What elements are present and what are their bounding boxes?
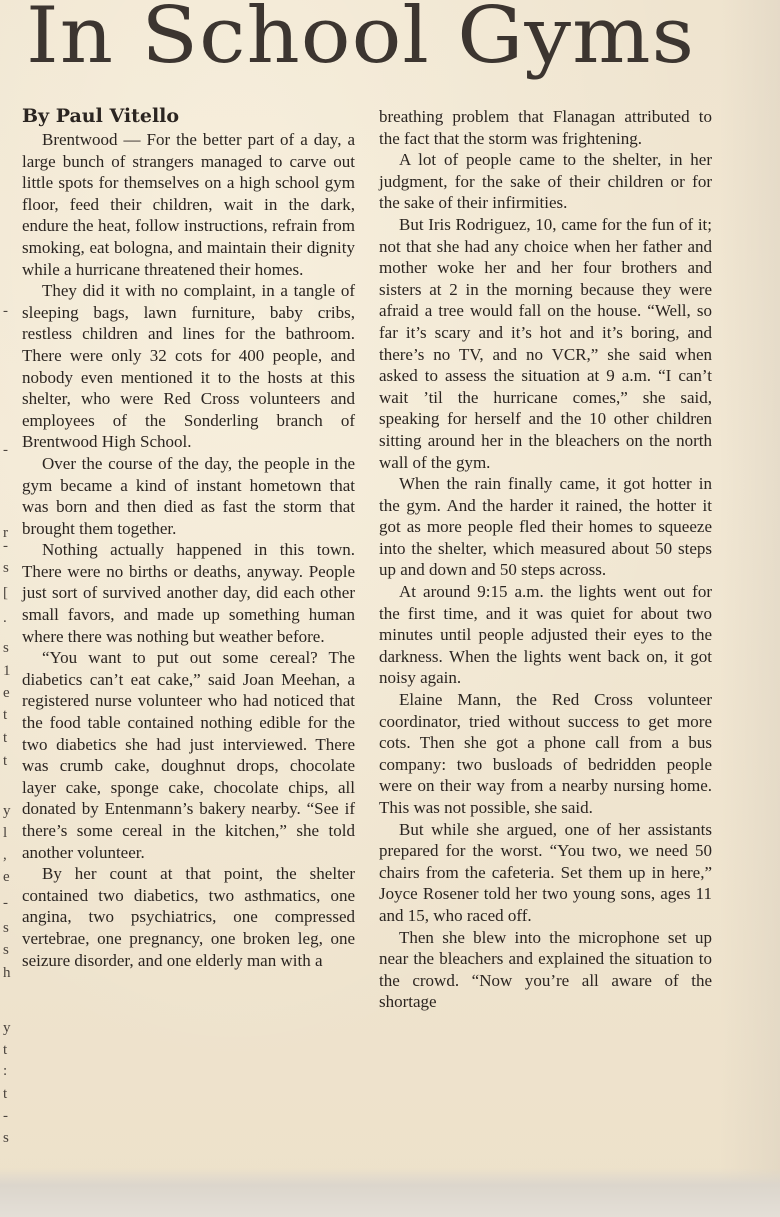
headline: In School Gyms — [26, 0, 696, 81]
margin-fragment: e — [3, 869, 10, 885]
margin-fragment: - — [3, 538, 8, 554]
margin-fragment: t — [3, 753, 8, 769]
paragraph-continuation: breathing problem that Flanagan attributed to the fact that the storm was frightening. — [379, 107, 712, 148]
margin-fragment: . — [3, 610, 7, 626]
paragraph: But while she argued, one of her assistants prepared for the worst. “You two, we need 50 chairs from the cafeteria. Set them up in here,” Joyce Rosener told her two young sons, ages 11 and 15, who raced off. — [379, 819, 712, 925]
paragraph: When the rain finally came, it got hotter in the gym. And the harder it rained, the hotter it got as more people fled their homes to squeeze into the shelter, which measured about 50 steps up and down and 50 steps across. — [379, 474, 712, 580]
margin-fragment: s — [3, 560, 9, 576]
margin-fragment: t — [3, 707, 8, 723]
margin-fragment: s — [3, 920, 9, 936]
paragraph: A lot of people came to the shelter, in her judgment, for the sake of their children or for the sake of their infirmities. — [379, 150, 712, 213]
margin-fragment: : — [3, 1063, 8, 1079]
margin-fragment: - — [3, 303, 8, 319]
margin-fragment: s — [3, 942, 9, 958]
margin-fragment: t — [3, 730, 8, 746]
paper-shadow — [720, 0, 780, 1217]
margin-fragment: e — [3, 685, 10, 701]
margin-fragment: , — [3, 847, 7, 863]
margin-fragment: r — [3, 525, 8, 541]
paragraph: “You want to put out some cereal? The diabetics can’t eat cake,” said Joan Meehan, a registered nurse volunteer who had noticed that the food table contained nothing edible for the two diabetics she had just interviewed. There was crumb cake, doughnut drops, chocolate layer cake, sponge cake, chocolate chips, all donated by Entenmann’s bakery nearby. “See if there’s some cereal in the kitchen,” she told another volunteer. — [22, 648, 355, 862]
paragraph: Over the course of the day, the people in the gym became a kind of instant hometown that was born and then died as fast the storm that brought them together. — [22, 453, 355, 538]
margin-fragment: - — [3, 442, 8, 458]
margin-fragment: t — [3, 1042, 8, 1058]
paragraph: Nothing actually happened in this town. There were no births or deaths, anyway. People just sort of survived another day, did each other small favors, and made up something human where there was nothing but weather before. — [22, 540, 355, 646]
margin-fragment: t — [3, 1086, 8, 1102]
article-column-left — [22, 104, 355, 971]
margin-fragment: y — [3, 803, 11, 819]
article-column-right — [379, 106, 712, 1013]
margin-fragment: - — [3, 895, 8, 911]
margin-fragment: y — [3, 1020, 11, 1036]
scanner-bed-margin — [0, 1168, 780, 1217]
margin-fragment: l — [3, 825, 8, 841]
paragraph: They did it with no complaint, in a tangle of sleeping bags, lawn furniture, baby cribs, restless children and lines for the bathroom. There were only 32 cots for 400 people, and nobody even mentioned it to the hosts at this shelter, who were Red Cross volunteers and employees of the Sonderling branch of Brentwood High School. — [22, 281, 355, 452]
paragraph: Then she blew into the microphone set up near the bleachers and explained the situation to the crowd. “Now you’re all aware of the shortage — [379, 927, 712, 1012]
margin-fragment: h — [3, 965, 11, 981]
margin-fragment: 1 — [3, 663, 11, 679]
paragraph: At around 9:15 a.m. the lights went out for the first time, and it was quiet for about two minutes until people adjusted their eyes to the darkness. When the lights went back on, it got noisy again. — [379, 582, 712, 688]
paragraph: Brentwood — For the better part of a day, a large bunch of strangers managed to carve out little spots for themselves on a high school gym floor, feed their children, wait in the dark, endure the heat, follow instructions, refrain from smoking, eat bologna, and maintain their dignity while a hurricane threatened their homes. — [22, 130, 355, 279]
margin-fragment: - — [3, 1108, 8, 1124]
margin-fragment: s — [3, 640, 9, 656]
byline: By Paul Vitello — [22, 105, 180, 127]
margin-fragment: [ — [3, 585, 8, 601]
paragraph: By her count at that point, the shelter contained two diabetics, two asthmatics, one angina, two psychiatrics, one compressed vertebrae, one pregnancy, one broken leg, one seizure disorder, and one elderly man with a — [22, 864, 355, 970]
paragraph: Elaine Mann, the Red Cross volunteer coordinator, tried without success to get more cots. Then she got a phone call from a bus company: two busloads of bedridden people were on their way from a nearby nursing home. This was not possible, she said. — [379, 690, 712, 817]
paragraph: But Iris Rodriguez, 10, came for the fun of it; not that she had any choice when her father and mother woke her and her four brothers and sisters at 2 in the morning because they were afraid a tree would fall on the house. “Well, so far it’s scary and it’s hot and it’s boring, and there’s no TV, and no VCR,” she said when asked to assess the situation at 9 a.m. “I can’t wait ’til the hurricane comes,” she said, speaking for herself and the 10 other children sitting around her in the bleachers on the north wall of the gym. — [379, 214, 712, 472]
margin-fragment: s — [3, 1130, 9, 1146]
